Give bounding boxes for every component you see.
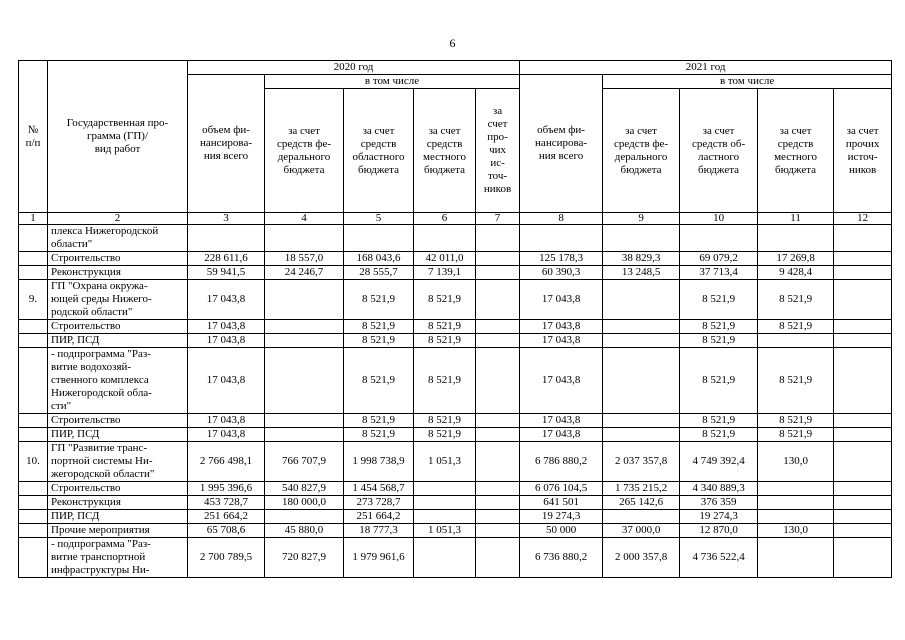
regional-2020: 8 521,9	[344, 414, 414, 428]
local-2021: 8 521,9	[758, 320, 834, 334]
other-2020	[476, 524, 520, 538]
header-federal-2020: за счет средств фе- дерального бюджета	[265, 89, 344, 213]
total-2021: 6 076 104,5	[520, 482, 603, 496]
header-federal-2021: за счет средств фе- дерального бюджета	[603, 89, 680, 213]
other-2020	[476, 538, 520, 578]
other-2021	[834, 320, 892, 334]
federal-2020	[265, 414, 344, 428]
row-name: ПИР, ПСД	[48, 334, 188, 348]
federal-2020	[265, 225, 344, 252]
regional-2020: 8 521,9	[344, 428, 414, 442]
federal-2021	[603, 414, 680, 428]
budget-table	[18, 60, 892, 578]
other-2021	[834, 266, 892, 280]
local-2021	[758, 510, 834, 524]
header-other-2020: за счет про- чих ис- точ- ников	[476, 89, 520, 213]
row-name: ГП "Охрана окружа- ющей среды Нижего- родской области"	[48, 280, 188, 320]
local-2020	[414, 510, 476, 524]
local-2020: 8 521,9	[414, 334, 476, 348]
table-body	[19, 225, 892, 578]
other-2020	[476, 510, 520, 524]
row-name: Реконструкция	[48, 496, 188, 510]
header-row-column-numbers	[19, 213, 892, 225]
column-number: 8	[520, 213, 603, 225]
local-2020: 8 521,9	[414, 280, 476, 320]
other-2021	[834, 252, 892, 266]
row-number	[19, 334, 48, 348]
regional-2021: 8 521,9	[680, 348, 758, 414]
local-2021: 8 521,9	[758, 280, 834, 320]
total-2021: 50 000	[520, 524, 603, 538]
row-name: Строительство	[48, 252, 188, 266]
regional-2021: 8 521,9	[680, 320, 758, 334]
other-2020	[476, 320, 520, 334]
regional-2020: 251 664,2	[344, 510, 414, 524]
row-number	[19, 266, 48, 280]
regional-2021: 69 079,2	[680, 252, 758, 266]
local-2020: 8 521,9	[414, 414, 476, 428]
regional-2020: 8 521,9	[344, 334, 414, 348]
table-row	[19, 442, 892, 482]
total-2020: 17 043,8	[188, 348, 265, 414]
regional-2021: 12 870,0	[680, 524, 758, 538]
row-number	[19, 482, 48, 496]
total-2020: 17 043,8	[188, 414, 265, 428]
header-year-2021: 2021 год	[520, 61, 892, 75]
local-2020: 8 521,9	[414, 428, 476, 442]
other-2020	[476, 482, 520, 496]
header-program: Государственная про- грамма (ГП)/ вид работ	[48, 61, 188, 213]
other-2020	[476, 348, 520, 414]
other-2021	[834, 334, 892, 348]
total-2020: 251 664,2	[188, 510, 265, 524]
row-name: - подпрограмма "Раз- витие транспортной инфраструктуры Ни-	[48, 538, 188, 578]
table-row	[19, 496, 892, 510]
header-row-years	[19, 61, 892, 75]
row-number	[19, 496, 48, 510]
federal-2020	[265, 348, 344, 414]
row-name: ПИР, ПСД	[48, 510, 188, 524]
federal-2020: 18 557,0	[265, 252, 344, 266]
header-num: № п/п	[19, 61, 48, 213]
regional-2020: 1 454 568,7	[344, 482, 414, 496]
federal-2020: 180 000,0	[265, 496, 344, 510]
local-2021	[758, 225, 834, 252]
row-number	[19, 320, 48, 334]
regional-2021	[680, 225, 758, 252]
federal-2021	[603, 510, 680, 524]
total-2020: 1 995 396,6	[188, 482, 265, 496]
total-2021: 17 043,8	[520, 280, 603, 320]
total-2021: 6 786 880,2	[520, 442, 603, 482]
total-2021: 17 043,8	[520, 428, 603, 442]
other-2020	[476, 266, 520, 280]
federal-2020: 540 827,9	[265, 482, 344, 496]
table-row	[19, 320, 892, 334]
other-2020	[476, 280, 520, 320]
row-name: Строительство	[48, 414, 188, 428]
other-2020	[476, 428, 520, 442]
federal-2020: 45 880,0	[265, 524, 344, 538]
federal-2021	[603, 428, 680, 442]
total-2021: 6 736 880,2	[520, 538, 603, 578]
total-2021	[520, 225, 603, 252]
federal-2021	[603, 334, 680, 348]
row-number: 10.	[19, 442, 48, 482]
federal-2021	[603, 320, 680, 334]
row-name: Строительство	[48, 320, 188, 334]
row-number	[19, 252, 48, 266]
federal-2021: 13 248,5	[603, 266, 680, 280]
row-number	[19, 524, 48, 538]
other-2020	[476, 252, 520, 266]
header-local-2021: за счет средств местного бюджета	[758, 89, 834, 213]
regional-2021: 8 521,9	[680, 414, 758, 428]
total-2020: 2 766 498,1	[188, 442, 265, 482]
federal-2020	[265, 510, 344, 524]
local-2020: 7 139,1	[414, 266, 476, 280]
total-2021: 641 501	[520, 496, 603, 510]
federal-2021: 38 829,3	[603, 252, 680, 266]
column-number: 3	[188, 213, 265, 225]
other-2021	[834, 348, 892, 414]
federal-2021	[603, 280, 680, 320]
row-number	[19, 538, 48, 578]
other-2020	[476, 414, 520, 428]
regional-2021: 4 340 889,3	[680, 482, 758, 496]
total-2021: 125 178,3	[520, 252, 603, 266]
other-2021	[834, 280, 892, 320]
row-name: Прочие мероприятия	[48, 524, 188, 538]
other-2021	[834, 414, 892, 428]
other-2021	[834, 538, 892, 578]
federal-2021	[603, 225, 680, 252]
regional-2021: 19 274,3	[680, 510, 758, 524]
local-2020	[414, 538, 476, 578]
row-number	[19, 428, 48, 442]
table-row	[19, 524, 892, 538]
total-2020: 17 043,8	[188, 280, 265, 320]
other-2021	[834, 482, 892, 496]
local-2021: 8 521,9	[758, 428, 834, 442]
table-row	[19, 334, 892, 348]
header-regional-2021: за счет средств об- ластного бюджета	[680, 89, 758, 213]
other-2021	[834, 496, 892, 510]
other-2021	[834, 510, 892, 524]
other-2020	[476, 225, 520, 252]
local-2021: 130,0	[758, 524, 834, 538]
header-total-2021: объем фи- нансирова- ния всего	[520, 75, 603, 213]
local-2021: 130,0	[758, 442, 834, 482]
table-row	[19, 348, 892, 414]
column-number: 9	[603, 213, 680, 225]
regional-2021: 4 736 522,4	[680, 538, 758, 578]
total-2021: 19 274,3	[520, 510, 603, 524]
total-2020: 17 043,8	[188, 428, 265, 442]
table-row	[19, 252, 892, 266]
federal-2020	[265, 428, 344, 442]
other-2020	[476, 496, 520, 510]
column-number: 2	[48, 213, 188, 225]
regional-2021: 8 521,9	[680, 428, 758, 442]
federal-2021: 2 000 357,8	[603, 538, 680, 578]
table-row	[19, 538, 892, 578]
local-2020	[414, 482, 476, 496]
federal-2020	[265, 280, 344, 320]
total-2020: 17 043,8	[188, 320, 265, 334]
local-2020: 1 051,3	[414, 442, 476, 482]
total-2020: 59 941,5	[188, 266, 265, 280]
table-row	[19, 428, 892, 442]
other-2021	[834, 225, 892, 252]
row-number	[19, 348, 48, 414]
other-2021	[834, 442, 892, 482]
regional-2020: 1 979 961,6	[344, 538, 414, 578]
federal-2020: 766 707,9	[265, 442, 344, 482]
regional-2020: 273 728,7	[344, 496, 414, 510]
header-including-2021: в том числе	[603, 75, 892, 89]
header-year-2020: 2020 год	[188, 61, 520, 75]
local-2020: 1 051,3	[414, 524, 476, 538]
row-number	[19, 225, 48, 252]
total-2021: 17 043,8	[520, 414, 603, 428]
regional-2021: 376 359	[680, 496, 758, 510]
regional-2020	[344, 225, 414, 252]
column-number: 6	[414, 213, 476, 225]
other-2020	[476, 334, 520, 348]
federal-2020: 720 827,9	[265, 538, 344, 578]
federal-2020	[265, 320, 344, 334]
total-2020: 65 708,6	[188, 524, 265, 538]
regional-2021: 4 749 392,4	[680, 442, 758, 482]
column-number: 7	[476, 213, 520, 225]
regional-2020: 8 521,9	[344, 320, 414, 334]
local-2020: 42 011,0	[414, 252, 476, 266]
page-number: 6	[449, 36, 456, 50]
header-local-2020: за счет средств местного бюджета	[414, 89, 476, 213]
other-2020	[476, 442, 520, 482]
table-row	[19, 225, 892, 252]
row-number	[19, 510, 48, 524]
local-2021	[758, 496, 834, 510]
total-2020: 453 728,7	[188, 496, 265, 510]
regional-2020: 8 521,9	[344, 348, 414, 414]
regional-2020: 8 521,9	[344, 280, 414, 320]
column-number: 5	[344, 213, 414, 225]
total-2020: 2 700 789,5	[188, 538, 265, 578]
row-number: 9.	[19, 280, 48, 320]
regional-2020: 168 043,6	[344, 252, 414, 266]
local-2020: 8 521,9	[414, 320, 476, 334]
local-2021: 17 269,8	[758, 252, 834, 266]
total-2020: 228 611,6	[188, 252, 265, 266]
federal-2021: 1 735 215,2	[603, 482, 680, 496]
column-number: 1	[19, 213, 48, 225]
local-2021	[758, 538, 834, 578]
header-including-2020: в том числе	[265, 75, 520, 89]
other-2021	[834, 428, 892, 442]
column-number: 10	[680, 213, 758, 225]
local-2021: 9 428,4	[758, 266, 834, 280]
header-regional-2020: за счет средств областного бюджета	[344, 89, 414, 213]
row-number	[19, 414, 48, 428]
local-2020	[414, 225, 476, 252]
local-2021: 8 521,9	[758, 414, 834, 428]
total-2021: 17 043,8	[520, 348, 603, 414]
table-row	[19, 482, 892, 496]
regional-2020: 18 777,3	[344, 524, 414, 538]
row-name: Реконструкция	[48, 266, 188, 280]
regional-2020: 28 555,7	[344, 266, 414, 280]
header-total-2020: объем фи- нансирова- ния всего	[188, 75, 265, 213]
local-2021	[758, 482, 834, 496]
local-2020: 8 521,9	[414, 348, 476, 414]
regional-2020: 1 998 738,9	[344, 442, 414, 482]
table-row	[19, 266, 892, 280]
row-name: ПИР, ПСД	[48, 428, 188, 442]
row-name: Строительство	[48, 482, 188, 496]
federal-2021	[603, 348, 680, 414]
regional-2021: 8 521,9	[680, 280, 758, 320]
other-2021	[834, 524, 892, 538]
row-name: плекса Нижегородской области"	[48, 225, 188, 252]
local-2021: 8 521,9	[758, 348, 834, 414]
column-number: 4	[265, 213, 344, 225]
row-name: - подпрограмма "Раз- витие водохозяй- ственного комплекса Нижегородской обла- сти"	[48, 348, 188, 414]
federal-2021: 2 037 357,8	[603, 442, 680, 482]
local-2021	[758, 334, 834, 348]
local-2020	[414, 496, 476, 510]
federal-2020: 24 246,7	[265, 266, 344, 280]
table-row	[19, 280, 892, 320]
total-2021: 60 390,3	[520, 266, 603, 280]
row-name: ГП "Развитие транс- портной системы Ни- жегородской области"	[48, 442, 188, 482]
total-2021: 17 043,8	[520, 334, 603, 348]
federal-2021: 265 142,6	[603, 496, 680, 510]
total-2020: 17 043,8	[188, 334, 265, 348]
regional-2021: 8 521,9	[680, 334, 758, 348]
table-row	[19, 510, 892, 524]
federal-2020	[265, 334, 344, 348]
total-2020	[188, 225, 265, 252]
header-other-2021: за счет прочих источ- ников	[834, 89, 892, 213]
regional-2021: 37 713,4	[680, 266, 758, 280]
federal-2021: 37 000,0	[603, 524, 680, 538]
table-row	[19, 414, 892, 428]
column-number: 11	[758, 213, 834, 225]
total-2021: 17 043,8	[520, 320, 603, 334]
column-number: 12	[834, 213, 892, 225]
